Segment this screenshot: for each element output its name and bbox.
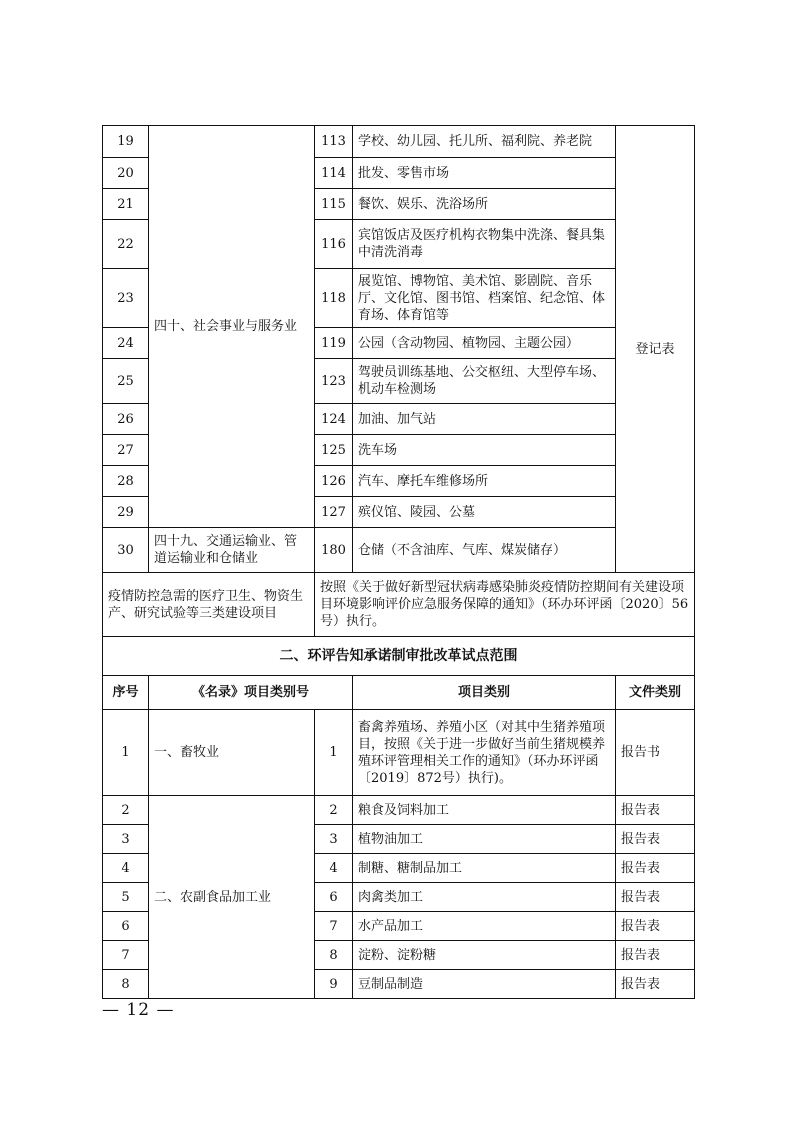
seq-cell: 2 xyxy=(103,796,149,825)
code-cell: 6 xyxy=(315,883,353,912)
category-cell: 二、农副食品加工业 xyxy=(149,796,315,999)
code-cell: 127 xyxy=(315,497,353,528)
seq-cell: 29 xyxy=(103,497,149,528)
header-catalog-no: 《名录》项目类别号 xyxy=(149,676,353,710)
code-cell: 9 xyxy=(315,970,353,999)
code-cell: 1 xyxy=(315,710,353,796)
desc-cell: 餐饮、娱乐、洗浴场所 xyxy=(353,189,616,220)
page-number: — 12 — xyxy=(102,1000,175,1020)
doc-cell: 报告表 xyxy=(616,796,695,825)
desc-cell: 批发、零售市场 xyxy=(353,158,616,189)
category-cell: 四十九、交通运输业、管道运输业和仓储业 xyxy=(149,528,315,573)
desc-cell: 学校、幼儿园、托儿所、福利院、养老院 xyxy=(353,126,616,158)
table-row xyxy=(103,710,695,796)
desc-cell: 公园（含动物园、植物园、主题公园） xyxy=(353,328,616,359)
code-cell: 7 xyxy=(315,912,353,941)
table-row xyxy=(103,528,695,573)
seq-cell: 27 xyxy=(103,435,149,466)
code-cell: 114 xyxy=(315,158,353,189)
doc-cell: 报告表 xyxy=(616,912,695,941)
code-cell: 119 xyxy=(315,328,353,359)
table-row-epidemic xyxy=(103,573,695,637)
doc-cell: 报告书 xyxy=(616,710,695,796)
header-doc-type: 文件类别 xyxy=(616,676,695,710)
category-cell: 四十、社会事业与服务业 xyxy=(149,126,315,528)
desc-cell: 畜禽养殖场、养殖小区（对其中生猪养殖项目，按照《关于进一步做好当前生猪规模养殖环评管理相关工作的通知》（环办环评函〔2019〕872号）执行)。 xyxy=(353,710,616,796)
seq-cell: 26 xyxy=(103,404,149,435)
seq-cell: 6 xyxy=(103,912,149,941)
doc-type-cell: 登记表 xyxy=(616,126,695,573)
desc-cell: 淀粉、淀粉糖 xyxy=(353,941,616,970)
desc-cell: 宾馆饭店及医疗机构衣物集中洗涤、餐具集中清洗消毒 xyxy=(353,220,616,269)
seq-cell: 7 xyxy=(103,941,149,970)
code-cell: 180 xyxy=(315,528,353,573)
seq-cell: 21 xyxy=(103,189,149,220)
code-cell: 118 xyxy=(315,269,353,328)
seq-cell: 22 xyxy=(103,220,149,269)
seq-cell: 28 xyxy=(103,466,149,497)
doc-cell: 报告表 xyxy=(616,941,695,970)
seq-cell: 20 xyxy=(103,158,149,189)
code-cell: 124 xyxy=(315,404,353,435)
epidemic-label-cell: 疫情防控急需的医疗卫生、物资生产、研究试验等三类建设项目 xyxy=(103,573,315,637)
seq-cell: 23 xyxy=(103,269,149,328)
seq-cell: 19 xyxy=(103,126,149,158)
table-row xyxy=(103,126,695,158)
code-cell: 8 xyxy=(315,941,353,970)
header-row xyxy=(103,676,695,710)
code-cell: 4 xyxy=(315,854,353,883)
desc-cell: 制糖、糖制品加工 xyxy=(353,854,616,883)
seq-cell: 4 xyxy=(103,854,149,883)
code-cell: 2 xyxy=(315,796,353,825)
regulation-table xyxy=(102,125,695,999)
desc-cell: 驾驶员训练基地、公交枢纽、大型停车场、机动车检测场 xyxy=(353,359,616,404)
desc-cell: 肉禽类加工 xyxy=(353,883,616,912)
seq-cell: 30 xyxy=(103,528,149,573)
section-title: 二、环评告知承诺制审批改革试点范围 xyxy=(103,637,695,676)
code-cell: 116 xyxy=(315,220,353,269)
desc-cell: 植物油加工 xyxy=(353,825,616,854)
header-seq: 序号 xyxy=(103,676,149,710)
header-category: 项目类别 xyxy=(353,676,616,710)
desc-cell: 加油、加气站 xyxy=(353,404,616,435)
desc-cell: 仓储（不含油库、气库、煤炭储存） xyxy=(353,528,616,573)
desc-cell: 汽车、摩托车维修场所 xyxy=(353,466,616,497)
code-cell: 3 xyxy=(315,825,353,854)
epidemic-note-cell: 按照《关于做好新型冠状病毒感染肺炎疫情防控期间有关建设项目环境影响评价应急服务保障的通知》（环办环评函〔2020〕56号）执行。 xyxy=(315,573,695,637)
desc-cell: 粮食及饲料加工 xyxy=(353,796,616,825)
code-cell: 115 xyxy=(315,189,353,220)
table-row xyxy=(103,796,695,825)
code-cell: 123 xyxy=(315,359,353,404)
seq-cell: 25 xyxy=(103,359,149,404)
code-cell: 126 xyxy=(315,466,353,497)
code-cell: 125 xyxy=(315,435,353,466)
doc-cell: 报告表 xyxy=(616,854,695,883)
doc-cell: 报告表 xyxy=(616,970,695,999)
seq-cell: 8 xyxy=(103,970,149,999)
desc-cell: 洗车场 xyxy=(353,435,616,466)
seq-cell: 1 xyxy=(103,710,149,796)
doc-cell: 报告表 xyxy=(616,883,695,912)
code-cell: 113 xyxy=(315,126,353,158)
desc-cell: 水产品加工 xyxy=(353,912,616,941)
seq-cell: 5 xyxy=(103,883,149,912)
category-cell: 一、畜牧业 xyxy=(149,710,315,796)
desc-cell: 殡仪馆、陵园、公墓 xyxy=(353,497,616,528)
doc-cell: 报告表 xyxy=(616,825,695,854)
seq-cell: 3 xyxy=(103,825,149,854)
section-title-row xyxy=(103,637,695,676)
desc-cell: 豆制品制造 xyxy=(353,970,616,999)
desc-cell: 展览馆、博物馆、美术馆、影剧院、音乐厅、文化馆、图书馆、档案馆、纪念馆、体育场、体育馆等 xyxy=(353,269,616,328)
seq-cell: 24 xyxy=(103,328,149,359)
